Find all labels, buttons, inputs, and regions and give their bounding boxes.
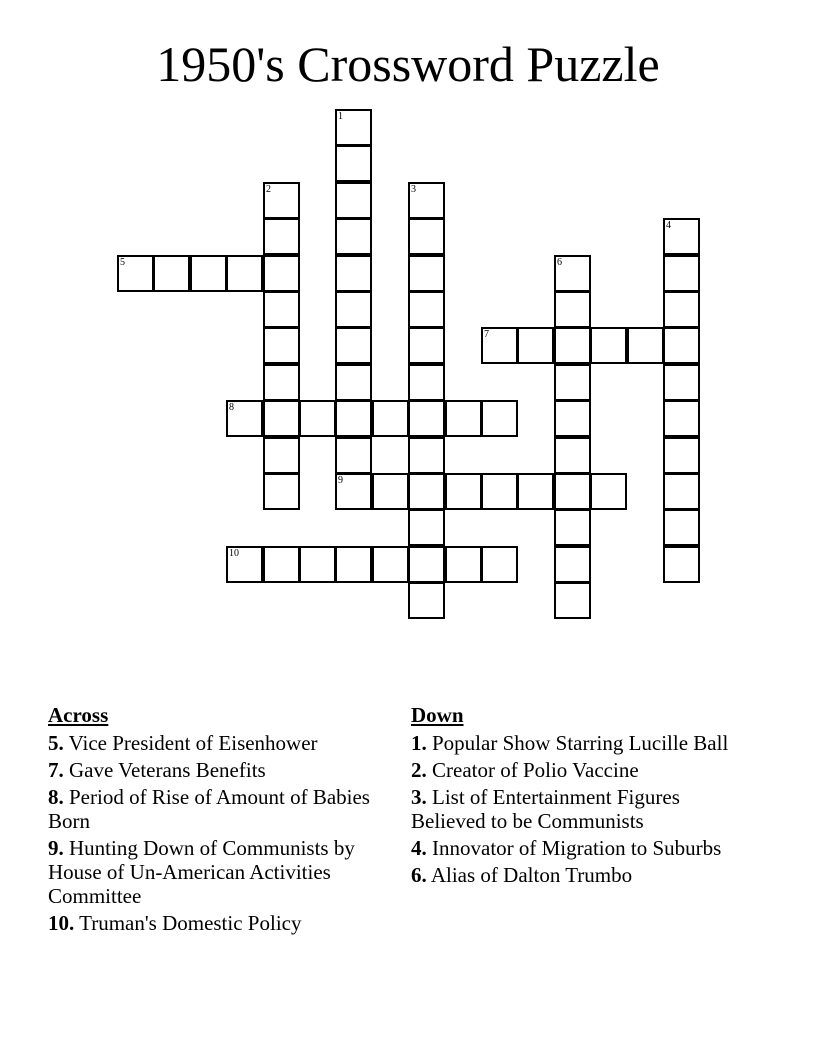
- grid-cell[interactable]: [408, 437, 445, 474]
- clue-text: Truman's Domestic Policy: [79, 911, 302, 935]
- clue-number-label: 5: [120, 257, 125, 268]
- grid-cell[interactable]: [335, 364, 372, 401]
- down-clues: [411, 703, 741, 890]
- grid-cell[interactable]: [663, 509, 700, 546]
- grid-cell[interactable]: [663, 546, 700, 583]
- clue-text: Innovator of Migration to Suburbs: [432, 836, 722, 860]
- clue-across-5: [48, 731, 406, 755]
- clue-text: Creator of Polio Vaccine: [432, 758, 639, 782]
- grid-cell[interactable]: [517, 473, 554, 510]
- grid-cell[interactable]: [408, 364, 445, 401]
- clue-across-8: [48, 785, 406, 833]
- grid-cell[interactable]: [153, 255, 190, 292]
- clue-number: 6.: [411, 863, 427, 887]
- across-clues: [48, 703, 406, 938]
- grid-cell[interactable]: [335, 400, 372, 437]
- grid-cell[interactable]: [590, 327, 627, 364]
- clue-number-label: 2: [266, 184, 271, 195]
- grid-cell[interactable]: [408, 291, 445, 328]
- grid-cell[interactable]: [226, 546, 263, 583]
- grid-cell[interactable]: [190, 255, 227, 292]
- grid-cell[interactable]: [335, 145, 372, 182]
- clue-down-1: [411, 731, 741, 755]
- grid-cell[interactable]: [408, 473, 445, 510]
- grid-cell[interactable]: [335, 327, 372, 364]
- clue-number-label: 3: [411, 184, 416, 195]
- clue-number: 9.: [48, 836, 64, 860]
- clue-number-label: 9: [338, 475, 343, 486]
- grid-cell[interactable]: [663, 255, 700, 292]
- clue-number-label: 1: [338, 111, 343, 122]
- grid-cell[interactable]: [663, 291, 700, 328]
- grid-cell[interactable]: [335, 546, 372, 583]
- grid-cell[interactable]: [263, 182, 300, 219]
- clue-number: 8.: [48, 785, 64, 809]
- grid-cell[interactable]: [554, 400, 591, 437]
- grid-cell[interactable]: [335, 218, 372, 255]
- grid-cell[interactable]: [554, 546, 591, 583]
- clue-across-7: [48, 758, 406, 782]
- grid-cell[interactable]: [554, 364, 591, 401]
- grid-cell[interactable]: [554, 291, 591, 328]
- clue-number: 7.: [48, 758, 64, 782]
- grid-cell[interactable]: [554, 509, 591, 546]
- clue-number: 1.: [411, 731, 427, 755]
- clue-number: 3.: [411, 785, 427, 809]
- clue-down-6: [411, 863, 741, 887]
- clue-across-9: [48, 836, 406, 908]
- grid-cell[interactable]: [335, 182, 372, 219]
- grid-cell[interactable]: [663, 364, 700, 401]
- grid-cell[interactable]: [663, 327, 700, 364]
- grid-cell[interactable]: [263, 218, 300, 255]
- clue-text: Hunting Down of Communists by House of Un-American Activities Committee: [48, 836, 355, 908]
- down-heading: Down: [411, 703, 464, 727]
- grid-cell[interactable]: [372, 400, 409, 437]
- grid-cell[interactable]: [445, 473, 482, 510]
- grid-cell[interactable]: [408, 182, 445, 219]
- grid-cell[interactable]: [226, 255, 263, 292]
- grid-cell[interactable]: [263, 546, 300, 583]
- grid-cell[interactable]: [263, 291, 300, 328]
- grid-cell[interactable]: [408, 546, 445, 583]
- grid-cell[interactable]: [517, 327, 554, 364]
- grid-cell[interactable]: [663, 473, 700, 510]
- grid-cell[interactable]: [299, 546, 336, 583]
- grid-cell[interactable]: [554, 473, 591, 510]
- clue-number-label: 7: [484, 329, 489, 340]
- clue-text: Popular Show Starring Lucille Ball: [432, 731, 729, 755]
- grid-cell[interactable]: [372, 473, 409, 510]
- grid-cell[interactable]: [481, 546, 518, 583]
- grid-cell[interactable]: [663, 400, 700, 437]
- grid-cell[interactable]: [445, 400, 482, 437]
- grid-cell[interactable]: [590, 473, 627, 510]
- grid-cell[interactable]: [226, 400, 263, 437]
- clue-down-3: [411, 785, 741, 833]
- grid-cell[interactable]: [117, 255, 154, 292]
- grid-cell[interactable]: [554, 437, 591, 474]
- clue-number: 10.: [48, 911, 75, 935]
- clue-down-2: [411, 758, 741, 782]
- clue-down-4: [411, 836, 741, 860]
- grid-cell[interactable]: [408, 509, 445, 546]
- clue-text: Alias of Dalton Trumbo: [430, 863, 633, 887]
- grid-cell[interactable]: [408, 218, 445, 255]
- clue-number-label: 6: [557, 257, 562, 268]
- clue-text: Vice President of Eisenhower: [68, 731, 318, 755]
- clue-number-label: 8: [229, 402, 234, 413]
- grid-cell[interactable]: [335, 473, 372, 510]
- clue-number: 2.: [411, 758, 427, 782]
- grid-cell[interactable]: [299, 400, 336, 437]
- grid-cell[interactable]: [408, 582, 445, 619]
- grid-cell[interactable]: [335, 255, 372, 292]
- grid-cell[interactable]: [263, 437, 300, 474]
- clue-text: Gave Veterans Benefits: [69, 758, 266, 782]
- across-heading: Across: [48, 703, 109, 727]
- grid-cell[interactable]: [335, 291, 372, 328]
- grid-cell[interactable]: [408, 400, 445, 437]
- grid-cell[interactable]: [554, 582, 591, 619]
- clue-across-10: [48, 911, 406, 935]
- clue-number-label: 10: [229, 548, 239, 559]
- grid-cell[interactable]: [372, 546, 409, 583]
- grid-cell[interactable]: [481, 473, 518, 510]
- grid-cell[interactable]: [445, 546, 482, 583]
- clue-number: 5.: [48, 731, 64, 755]
- clue-text: List of Entertainment Figures Believed to be Communists: [411, 785, 680, 833]
- grid-cell[interactable]: [263, 255, 300, 292]
- grid-cell[interactable]: [554, 327, 591, 364]
- grid-cell[interactable]: [554, 255, 591, 292]
- grid-cell[interactable]: [663, 218, 700, 255]
- grid-cell[interactable]: [335, 437, 372, 474]
- clue-text: Period of Rise of Amount of Babies Born: [48, 785, 370, 833]
- clue-number: 4.: [411, 836, 427, 860]
- page-title: 1950's Crossword Puzzle: [156, 36, 660, 92]
- grid-cell[interactable]: [663, 437, 700, 474]
- clue-number-label: 4: [666, 220, 671, 231]
- grid-cell[interactable]: [335, 109, 372, 146]
- grid-cell[interactable]: [481, 327, 518, 364]
- grid-cell[interactable]: [627, 327, 664, 364]
- grid-cell[interactable]: [263, 400, 300, 437]
- grid-cell[interactable]: [481, 400, 518, 437]
- grid-cell[interactable]: [263, 327, 300, 364]
- grid-cell[interactable]: [263, 364, 300, 401]
- grid-cell[interactable]: [263, 473, 300, 510]
- grid-cell[interactable]: [408, 327, 445, 364]
- grid-cell[interactable]: [408, 255, 445, 292]
